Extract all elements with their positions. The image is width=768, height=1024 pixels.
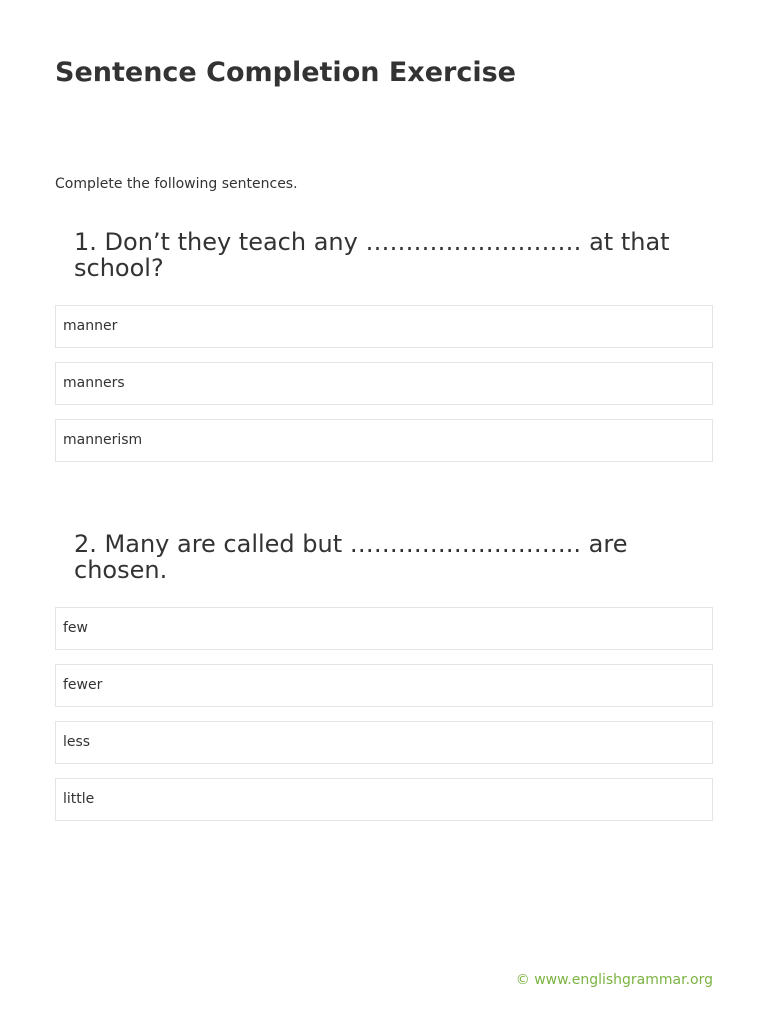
answer-option-little[interactable]: little bbox=[55, 778, 713, 821]
answer-option-manner[interactable]: manner bbox=[55, 305, 713, 348]
answer-options bbox=[55, 305, 713, 462]
answer-options bbox=[55, 607, 713, 821]
page-title: Sentence Completion Exercise bbox=[55, 57, 516, 88]
answer-option-less[interactable]: less bbox=[55, 721, 713, 764]
answer-option-fewer[interactable]: fewer bbox=[55, 664, 713, 707]
question-1 bbox=[55, 229, 713, 476]
answer-option-few[interactable]: few bbox=[55, 607, 713, 650]
answer-option-mannerism[interactable]: mannerism bbox=[55, 419, 713, 462]
question-text: 2. Many are called but ……………………….. are chosen. bbox=[74, 530, 628, 584]
question-2 bbox=[55, 531, 713, 835]
answer-option-manners[interactable]: manners bbox=[55, 362, 713, 405]
question-text: 1. Don’t they teach any ……………………… at that school? bbox=[74, 228, 670, 282]
footer-copyright-link[interactable]: © www.englishgrammar.org bbox=[515, 972, 713, 988]
instructions-text: Complete the following sentences. bbox=[55, 176, 298, 192]
